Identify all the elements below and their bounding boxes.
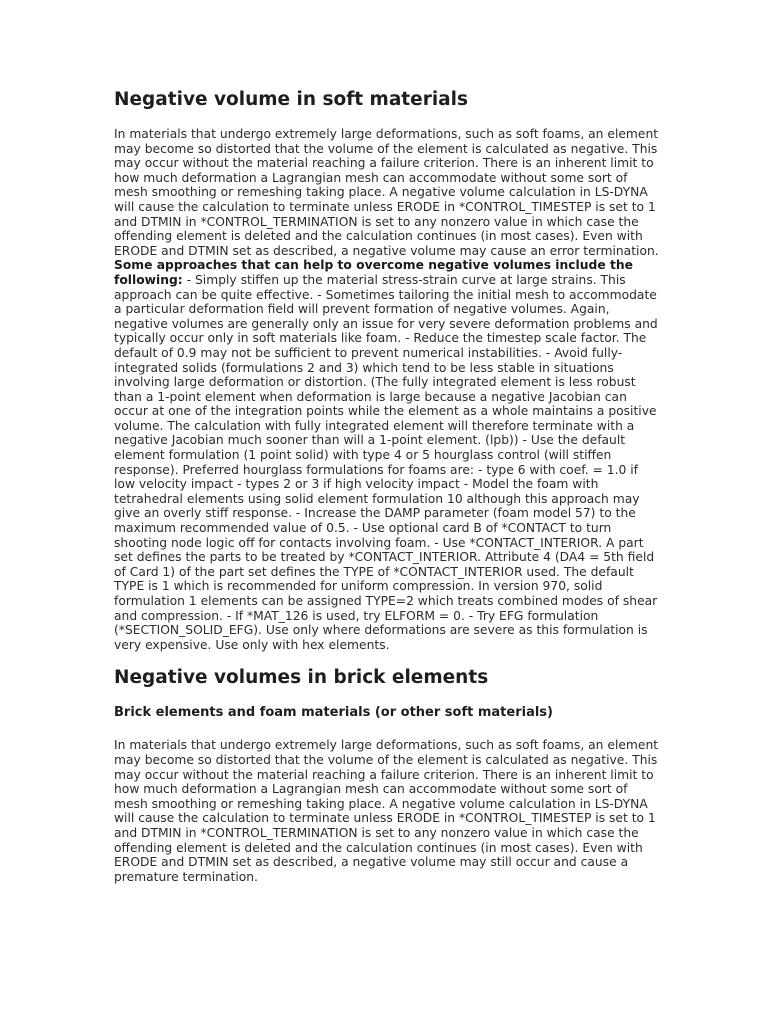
body-text-approaches: - Simply stiffen up the material stress-strain curve at large strains. This approach can be quite effective. - Sometimes tailoring the initial mesh to accommodate a particular deformation field will prevent formation of negative volumes. Again, negative volumes are generally only an issue for very severe deformation problems and typically occur only in soft materials like foam. - Reduce the timestep scale factor. The default of 0.9 may not be sufficient to prevent numerical instabilities. - Avoid fully-integrated solids (formulations 2 and 3) which tend to be less stable in situations involving large deformation or distortion. (The fully integrated element is less robust than a 1-point element when deformation is large because a negative Jacobian can occur at one of the integration points while the element as a whole maintains a positive volume. The calculation with fully integrated element will therefore terminate with a negative Jacobian much sooner than will a 1-point element. (lpb)) - Use the default element formulation (1 point solid) with type 4 or 5 hourglass control (will stiffen response). Preferred hourglass formulations for foams are: - type 6 with coef. = 1.0 if low velocity impact - types 2 or 3 if high velocity impact - Model the foam with tetrahedral elements using solid element formulation 10 although this approach may give an overly stiff response. - Increase the DAMP parameter (foam model 57) to the maximum recommended value of 0.5. - Use optional card B of *CONTACT to turn shooting node logic off for contacts involving foam. - Use *CONTACT_INTERIOR. A part set defines the parts to be treated by *CONTACT_INTERIOR. Attribute 4 (DA4 = 5th field of Card 1) of the part set defines the TYPE of *CONTACT_INTERIOR used. The default TYPE is 1 which is recommended for uniform compression. In version 970, solid formulation 1 elements can be assigned TYPE=2 which treats combined modes of shear and compression. - If *MAT_126 is used, try ELFORM = 0. - Try EFG formulation (*SECTION_SOLID_EFG). Use only where deformations are severe as this formulation is very expensive. Use only with hex elements. <box>114 272 658 652</box>
bold-lead-text: Some approaches that can help to overcome negative volumes include the following: <box>114 258 633 287</box>
section-heading-brick-elements: Negative volumes in brick elements <box>114 667 489 689</box>
section-body-brick-elements: In materials that undergo extremely large deformations, such as soft foams, an element may become so distorted that the volume of the element is calculated as negative. This may occur without the material reaching a failure criterion. There is an inherent limit to how much deformation a Lagrangian mesh can accommodate without some sort of mesh smoothing or remeshing taking place. A negative volume calculation in LS-DYNA will cause the calculation to terminate unless ERODE in *CONTROL_TIMESTEP is set to 1 and DTMIN in *CONTROL_TERMINATION is set to any nonzero value in which case the offending element is deleted and the calculation continues (in most cases). Even with ERODE and DTMIN set as described, a negative volume may still occur and cause a premature termination. <box>114 738 659 884</box>
subsection-heading-foam: Brick elements and foam materials (or other soft materials) <box>114 705 553 721</box>
document-page <box>114 88 662 884</box>
body-text-intro: In materials that undergo extremely large deformations, such as soft foams, an element may become so distorted that the volume of the element is calculated as negative. This may occur without the material reaching a failure criterion. There is an inherent limit to how much deformation a Lagrangian mesh can accommodate without some sort of mesh smoothing or remeshing taking place. A negative volume calculation in LS-DYNA will cause the calculation to terminate unless ERODE in *CONTROL_TIMESTEP is set to 1 and DTMIN in *CONTROL_TERMINATION is set to any nonzero value in which case the offending element is deleted and the calculation continues (in most cases). Even with ERODE and DTMIN set as described, a negative volume may cause an error termination. <box>114 127 659 258</box>
section-body-soft-materials <box>114 127 662 652</box>
section-heading-soft-materials: Negative volume in soft materials <box>114 89 468 110</box>
